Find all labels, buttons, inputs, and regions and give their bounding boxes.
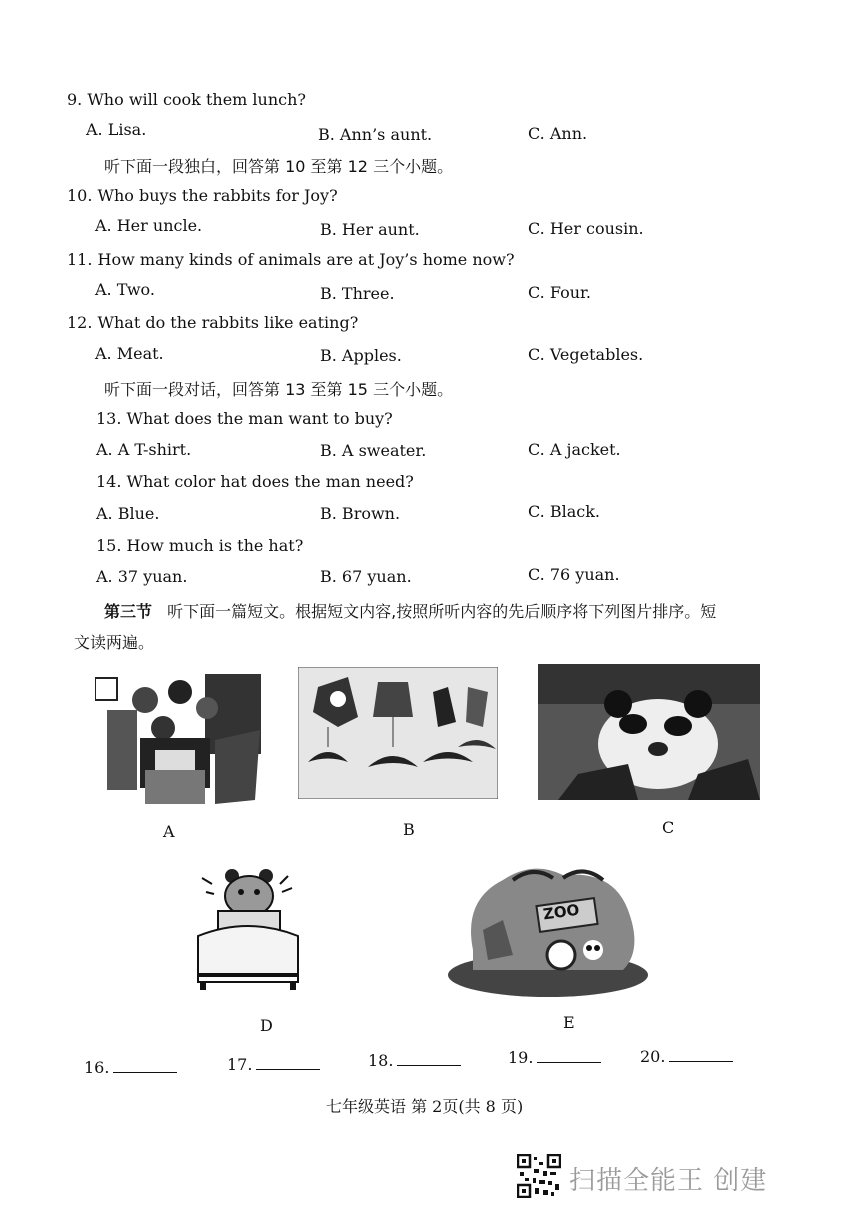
- picture-a-label: A: [163, 822, 175, 841]
- answer-17[interactable]: [227, 1055, 320, 1074]
- section3-line2: 文读两遍。: [74, 633, 155, 652]
- answer-18-blank[interactable]: [397, 1064, 461, 1066]
- q14-option-b: B. Brown.: [320, 504, 401, 523]
- q12-option-b: B. Apples.: [320, 346, 402, 365]
- question-11: 11. How many kinds of animals are at Joy’s home now?: [67, 250, 515, 269]
- monologue-instruction: 听下面一段独白，回答第 10 至第 12 三个小题。: [104, 157, 454, 176]
- q10-option-b: B. Her aunt.: [320, 220, 420, 239]
- q13-option-b: B. A sweater.: [320, 441, 427, 460]
- q10-option-c: C. Her cousin.: [528, 219, 644, 238]
- answer-19-number: 19.: [508, 1048, 534, 1067]
- q15-option-a: A. 37 yuan.: [96, 567, 188, 586]
- picture-a: [95, 670, 265, 804]
- question-10: 10. Who buys the rabbits for Joy?: [67, 186, 338, 205]
- q9-option-b: B. Ann’s aunt.: [318, 125, 433, 144]
- section3-line1: 听下面一篇短文。根据短文内容,按照所听内容的先后顺序将下列图片排序。短: [167, 602, 717, 621]
- q10-option-a: A. Her uncle.: [95, 216, 203, 235]
- q13-option-a: A. A T-shirt.: [96, 440, 192, 459]
- page-footer: 七年级英语 第 2页(共 8 页): [326, 1097, 524, 1116]
- question-15: 15. How much is the hat?: [96, 536, 304, 555]
- answer-20-blank[interactable]: [669, 1060, 733, 1062]
- answer-20[interactable]: [640, 1047, 733, 1066]
- answer-20-number: 20.: [640, 1047, 666, 1066]
- qr-code-icon: [517, 1154, 561, 1198]
- section3-instruction: [104, 599, 716, 622]
- q11-option-c: C. Four.: [528, 283, 591, 302]
- q15-option-b: B. 67 yuan.: [320, 567, 412, 586]
- q14-option-c: C. Black.: [528, 502, 600, 521]
- zoo-sign-text: ZOO: [541, 900, 581, 924]
- q12-option-c: C. Vegetables.: [528, 345, 644, 364]
- q12-option-a: A. Meat.: [95, 344, 164, 363]
- q9-option-c: C. Ann.: [528, 124, 588, 143]
- answer-16[interactable]: [84, 1058, 177, 1077]
- answer-18-number: 18.: [368, 1051, 394, 1070]
- picture-e-label: E: [563, 1013, 575, 1032]
- q11-option-b: B. Three.: [320, 284, 395, 303]
- question-9: 9. Who will cook them lunch?: [67, 90, 306, 109]
- q13-option-c: C. A jacket.: [528, 440, 621, 459]
- picture-c: [538, 664, 760, 800]
- answer-16-number: 16.: [84, 1058, 110, 1077]
- question-13: 13. What does the man want to buy?: [96, 409, 393, 428]
- answer-19-blank[interactable]: [537, 1061, 601, 1063]
- picture-b-label: B: [403, 820, 415, 839]
- answer-17-number: 17.: [227, 1055, 253, 1074]
- q11-option-a: A. Two.: [95, 280, 155, 299]
- answer-18[interactable]: [368, 1051, 461, 1070]
- answer-19[interactable]: [508, 1048, 601, 1067]
- answer-16-blank[interactable]: [113, 1071, 177, 1073]
- q9-option-a: A. Lisa.: [86, 120, 147, 139]
- question-14: 14. What color hat does the man need?: [96, 472, 414, 491]
- scanner-watermark: 扫描全能王 创建: [569, 1166, 768, 1196]
- picture-e: [443, 860, 653, 1000]
- q15-option-c: C. 76 yuan.: [528, 565, 620, 584]
- dialogue-instruction: 听下面一段对话，回答第 13 至第 15 三个小题。: [104, 380, 454, 399]
- picture-c-label: C: [662, 818, 675, 837]
- picture-d-label: D: [260, 1016, 273, 1035]
- section3-title: 第三节: [104, 602, 153, 621]
- picture-b: [298, 667, 498, 799]
- answer-17-blank[interactable]: [256, 1068, 320, 1070]
- picture-d: [188, 866, 308, 990]
- q14-option-a: A. Blue.: [96, 504, 160, 523]
- question-12: 12. What do the rabbits like eating?: [67, 313, 359, 332]
